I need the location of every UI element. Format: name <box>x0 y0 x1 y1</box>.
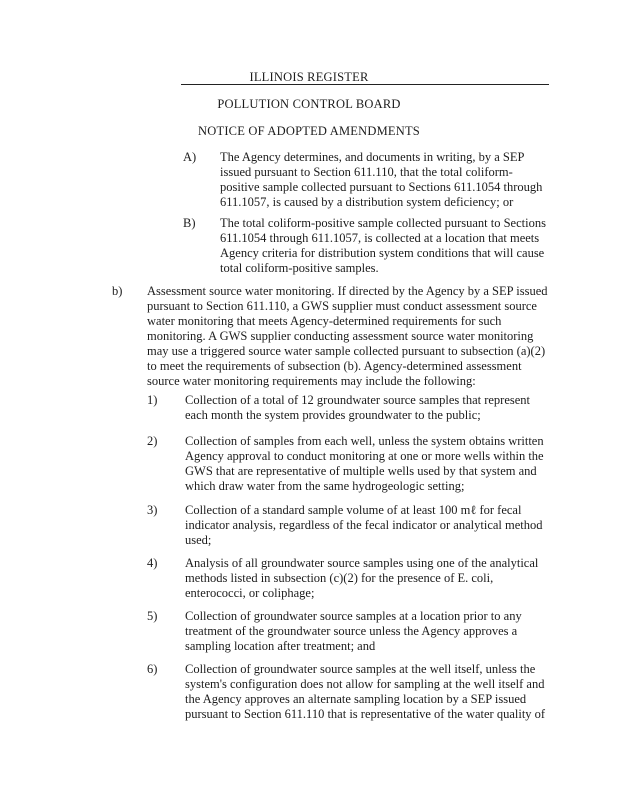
item-text: Collection of a standard sample volume of at least 100 mℓ for fecal indicator analysis, regardless of the fecal indicator or analytical method used; <box>185 503 543 547</box>
subitem-label: A) <box>183 150 197 164</box>
section-label: b) <box>112 284 123 298</box>
subitem-text: The Agency determines, and documents in writing, by a SEP issued pursuant to Section 611.110, that the total coliform-positive sample collected pursuant to Sections 611.1054 through 611.1057, is caused by a distribution system deficiency; or <box>220 150 543 209</box>
item-label: 4) <box>147 556 158 570</box>
item-text: Collection of groundwater source samples at the well itself, unless the system's configuration does not allow for sampling at the well itself and the Agency approves an alternate sampling location by a SEP issued pursuant to Section 611.110 that is representative of the water quality of <box>185 662 546 721</box>
board-title: POLLUTION CONTROL BOARD <box>217 97 401 111</box>
item-label: 3) <box>147 503 158 517</box>
item-label: 2) <box>147 434 158 448</box>
register-underline <box>181 84 549 85</box>
subitem-text: The total coliform-positive sample collected pursuant to Sections 611.1054 through 611.1057, is collected at a location that meets Agency criteria for distribution system conditions that will cause total coliform-positive samples. <box>220 216 546 275</box>
subitem-label: B) <box>183 216 196 230</box>
notice-title: NOTICE OF ADOPTED AMENDMENTS <box>198 124 420 138</box>
item-text: Analysis of all groundwater source samples using one of the analytical methods listed in subsection (c)(2) for the presence of E. coli, enterococci, or coliphage; <box>185 556 539 600</box>
item-label: 1) <box>147 393 158 407</box>
item-text: Collection of groundwater source samples at a location prior to any treatment of the groundwater source unless the Agency approves a sampling location after treatment; and <box>185 609 522 653</box>
item-text: Collection of samples from each well, unless the system obtains written Agency approval to conduct monitoring at one or more wells within the GWS that are representative of multiple wells used by that system and which draw water from the same hydrogeologic setting; <box>185 434 544 493</box>
item-label: 6) <box>147 662 158 676</box>
item-label: 5) <box>147 609 158 623</box>
item-text: Collection of a total of 12 groundwater source samples that represent each month the system provides groundwater to the public; <box>185 393 531 422</box>
section-text: Assessment source water monitoring. If directed by the Agency by a SEP issued pursuant to Section 611.110, a GWS supplier must conduct assessment source water monitoring that meets Agency-determined requirements for such monitoring. A GWS supplier conducting assessment source water monitoring may use a triggered source water sample collected pursuant to subsection (a)(2) to meet the requirements of subsection (b). Agency-determined assessment source water monitoring requirements may include the following: <box>147 284 548 388</box>
register-title: ILLINOIS REGISTER <box>249 70 369 84</box>
